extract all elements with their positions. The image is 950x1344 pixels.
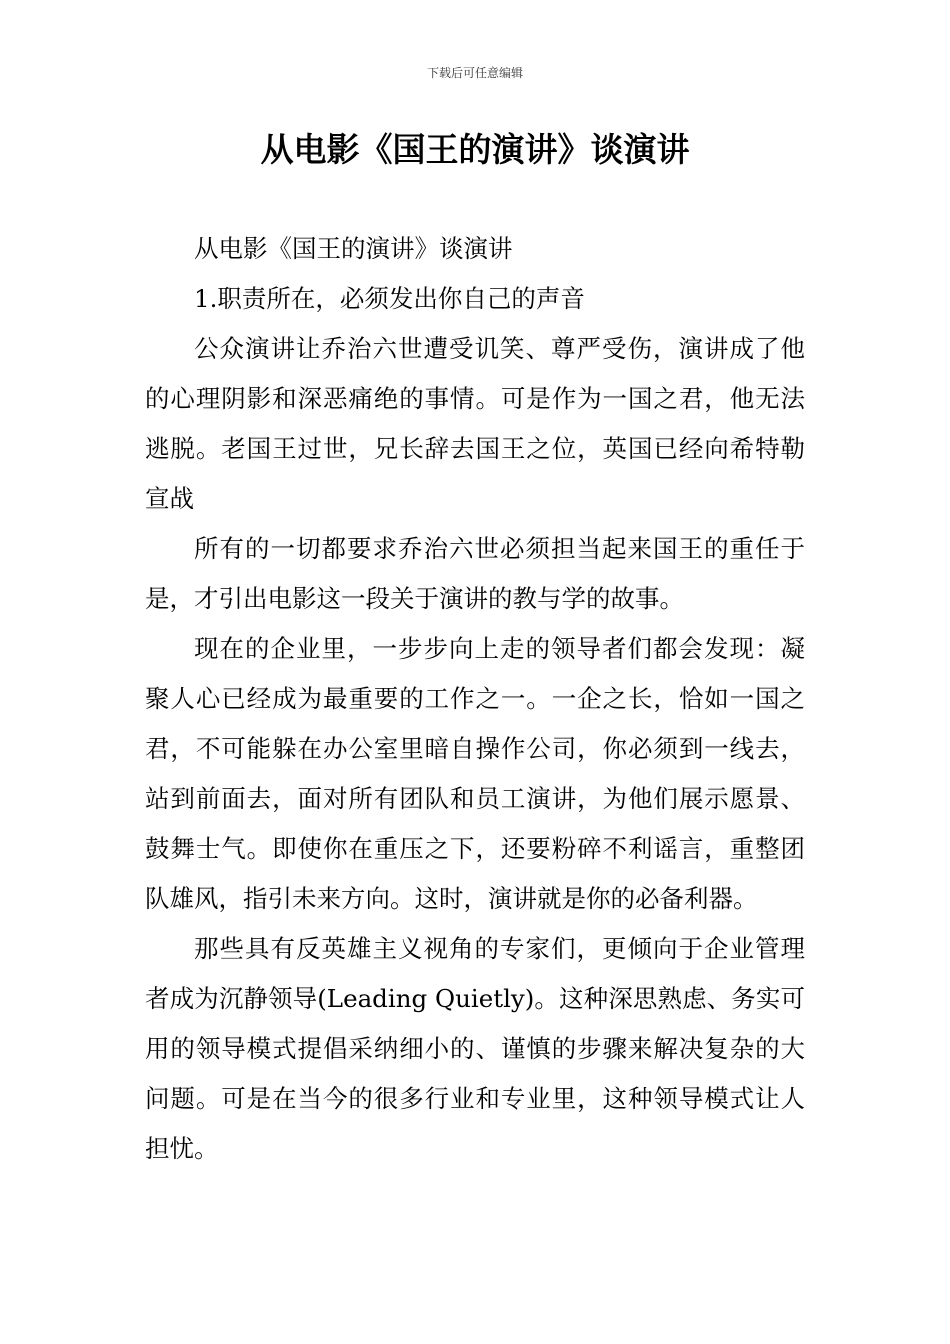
paragraph-2: 所有的一切都要求乔治六世必须担当起来国王的重任于是，才引出电影这一段关于演讲的教与学的故事。 bbox=[145, 534, 805, 613]
document-body bbox=[145, 224, 805, 1174]
header-note: 下载后可任意编辑 bbox=[426, 66, 523, 80]
paragraph-3: 现在的企业里，一步步向上走的领导者们都会发现：凝聚人心已经成为最重要的工作之一。一企之长，恰如一国之君，不可能躲在办公室里暗自操作公司，你必须到一线去，站到前面去，面对所有团队和员工演讲，为他们展示愿景、鼓舞士气。即使你在重压之下，还要粉碎不利谣言，重整团队雄风，指引未来方向。这时，演讲就是你的必备利器。 bbox=[145, 634, 805, 913]
paragraph-section-heading: 1.职责所在，必须发出你自己的声音 bbox=[194, 284, 585, 313]
paragraph-1: 公众演讲让乔治六世遭受讥笑、尊严受伤，演讲成了他的心理阴影和深恶痛绝的事情。可是作为一国之君，他无法逃脱。老国王过世，兄长辞去国王之位，英国已经向希特勒宣战 bbox=[145, 334, 805, 513]
document-title: 从电影《国王的演讲》谈演讲 bbox=[260, 130, 690, 169]
paragraph-subtitle: 从电影《国王的演讲》谈演讲 bbox=[194, 234, 513, 263]
paragraph-4: 那些具有反英雄主义视角的专家们，更倾向于企业管理者成为沉静领导(Leading Quietly)。这种深思熟虑、务实可用的领导模式提倡采纳细小的、谨慎的步骤来解决复杂的大问题。可是在当今的很多行业和专业里，这种领导模式让人担忧。 bbox=[145, 934, 805, 1163]
